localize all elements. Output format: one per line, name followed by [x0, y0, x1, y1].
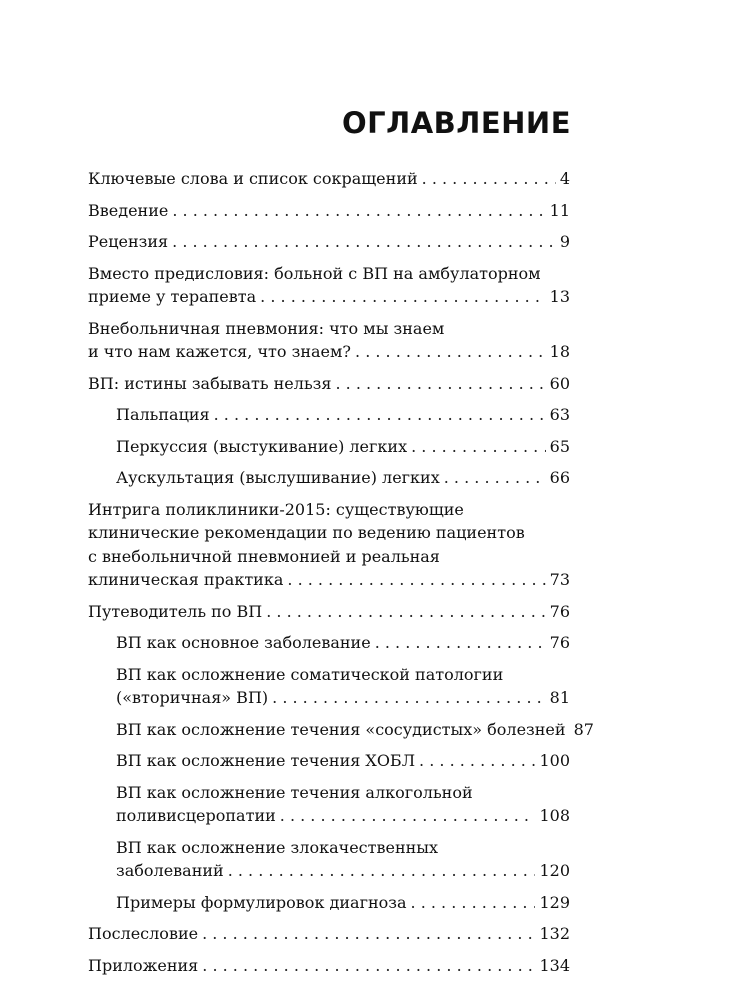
dot-leader — [355, 340, 546, 364]
toc-entry-title: ВП как осложнение течения ХОБЛ — [116, 751, 416, 770]
toc-page-number: 63 — [549, 405, 570, 424]
toc-page-number: 4 — [559, 169, 570, 188]
toc-entry[interactable] — [88, 600, 570, 624]
toc-entry-title-line: Интрига поликлиники-2015: существующие — [88, 499, 464, 519]
dot-leader — [266, 600, 545, 624]
dot-leader — [260, 285, 545, 309]
toc-entry-title-line: клинические рекомендации по ведению пациентов — [88, 523, 525, 542]
toc-subentry[interactable] — [88, 403, 570, 427]
toc-entry-title: клиническая практика — [88, 570, 284, 589]
toc-subentry[interactable] — [88, 631, 570, 655]
toc-entry-title: Аускультация (выслушивание) легких — [116, 468, 440, 487]
toc-entry[interactable] — [88, 199, 570, 223]
toc-entry-title: («вторичная» ВП) — [116, 688, 269, 707]
toc-entry-title: Пальпация — [116, 405, 210, 424]
dot-leader — [375, 631, 546, 655]
page-title: ОГЛАВЛЕНИЕ — [341, 106, 571, 140]
table-of-contents — [88, 167, 594, 977]
toc-subentry[interactable] — [88, 663, 570, 710]
toc-page-number: 132 — [539, 924, 570, 943]
toc-page-number: 9 — [559, 232, 570, 251]
toc-entry-title: ВП: истины забывать нельзя — [88, 373, 332, 393]
toc-entry-title: Введение — [88, 200, 169, 220]
toc-entry-title-line: ВП как осложнение злокачественных — [116, 837, 439, 857]
toc-entry-title: ВП как основное заболевание — [116, 633, 371, 652]
toc-page-number: 13 — [549, 287, 570, 306]
toc-entry-title-line: ВП как осложнение соматической патологии — [116, 664, 504, 684]
dot-leader — [202, 954, 535, 978]
toc-subentry[interactable] — [88, 891, 570, 915]
toc-subentry[interactable] — [88, 836, 570, 883]
dot-leader — [214, 403, 546, 427]
toc-entry-title: ВП как осложнение течения «сосудистых» болезней — [116, 719, 566, 739]
dot-leader — [172, 230, 556, 254]
toc-entry-title-line: Внебольничная пневмония: что мы знаем — [88, 318, 445, 338]
toc-page-number: 134 — [539, 955, 570, 975]
dot-leader — [335, 372, 545, 396]
toc-entry[interactable] — [88, 317, 570, 364]
toc-entry-title: Примеры формулировок диагноза — [116, 892, 407, 912]
toc-entry-title: поливисцеропатии — [116, 806, 276, 825]
toc-page-number: 76 — [549, 633, 570, 652]
toc-entry-title: Послесловие — [88, 924, 199, 943]
toc-entry-title: Рецензия — [88, 232, 169, 251]
toc-page-number: 66 — [549, 468, 570, 487]
toc-entry-title: заболеваний — [116, 861, 224, 880]
toc-page-number: 73 — [549, 570, 570, 589]
toc-entry-title-line: Вместо предисловия: больной с ВП на амбулаторном — [88, 263, 541, 283]
dot-leader — [202, 922, 535, 946]
toc-entry-title: Ключевые слова и список сокращений — [88, 169, 418, 188]
toc-entry[interactable] — [88, 167, 570, 191]
toc-subentry[interactable] — [88, 435, 570, 459]
dot-leader — [228, 859, 536, 883]
dot-leader — [422, 167, 556, 191]
dot-leader — [411, 891, 536, 915]
dot-leader — [280, 804, 536, 828]
toc-page-number: 18 — [549, 342, 570, 361]
toc-subentry[interactable] — [88, 718, 594, 742]
dot-leader — [272, 686, 546, 710]
dot-leader — [419, 749, 535, 773]
toc-page-number: 100 — [539, 751, 570, 770]
toc-entry-title: Приложения — [88, 955, 199, 975]
toc-entry[interactable] — [88, 372, 570, 396]
toc-page-number: 60 — [549, 373, 570, 393]
toc-entry[interactable] — [88, 922, 570, 946]
toc-entry-title: и что нам кажется, что знаем? — [88, 342, 352, 361]
toc-entry-title: Путеводитель по ВП — [88, 601, 263, 621]
toc-page-number: 87 — [573, 719, 594, 739]
dot-leader — [287, 568, 545, 592]
toc-entry[interactable] — [88, 230, 570, 254]
toc-entry[interactable] — [88, 262, 570, 309]
toc-entry-title: Перкуссия (выстукивание) легких — [116, 436, 408, 456]
dot-leader — [172, 199, 545, 223]
toc-entry[interactable] — [88, 954, 570, 978]
toc-page-number: 81 — [549, 688, 570, 707]
toc-entry-title: приеме у терапевта — [88, 287, 257, 306]
toc-page-number: 108 — [539, 806, 570, 825]
toc-subentry[interactable] — [88, 781, 570, 828]
toc-entry-title-line: ВП как осложнение течения алкогольной — [116, 782, 473, 802]
dot-leader — [411, 435, 546, 459]
toc-subentry[interactable] — [88, 749, 570, 773]
toc-subentry[interactable] — [88, 466, 570, 490]
toc-entry-title-line: с внебольничной пневмонией и реальная — [88, 546, 440, 566]
toc-page-number: 120 — [539, 861, 570, 880]
toc-entry[interactable] — [88, 498, 570, 592]
toc-page-number: 65 — [549, 436, 570, 456]
toc-page-number: 129 — [539, 892, 570, 912]
toc-page-number: 11 — [549, 200, 570, 220]
toc-page-number: 76 — [549, 601, 570, 621]
dot-leader — [444, 466, 546, 490]
